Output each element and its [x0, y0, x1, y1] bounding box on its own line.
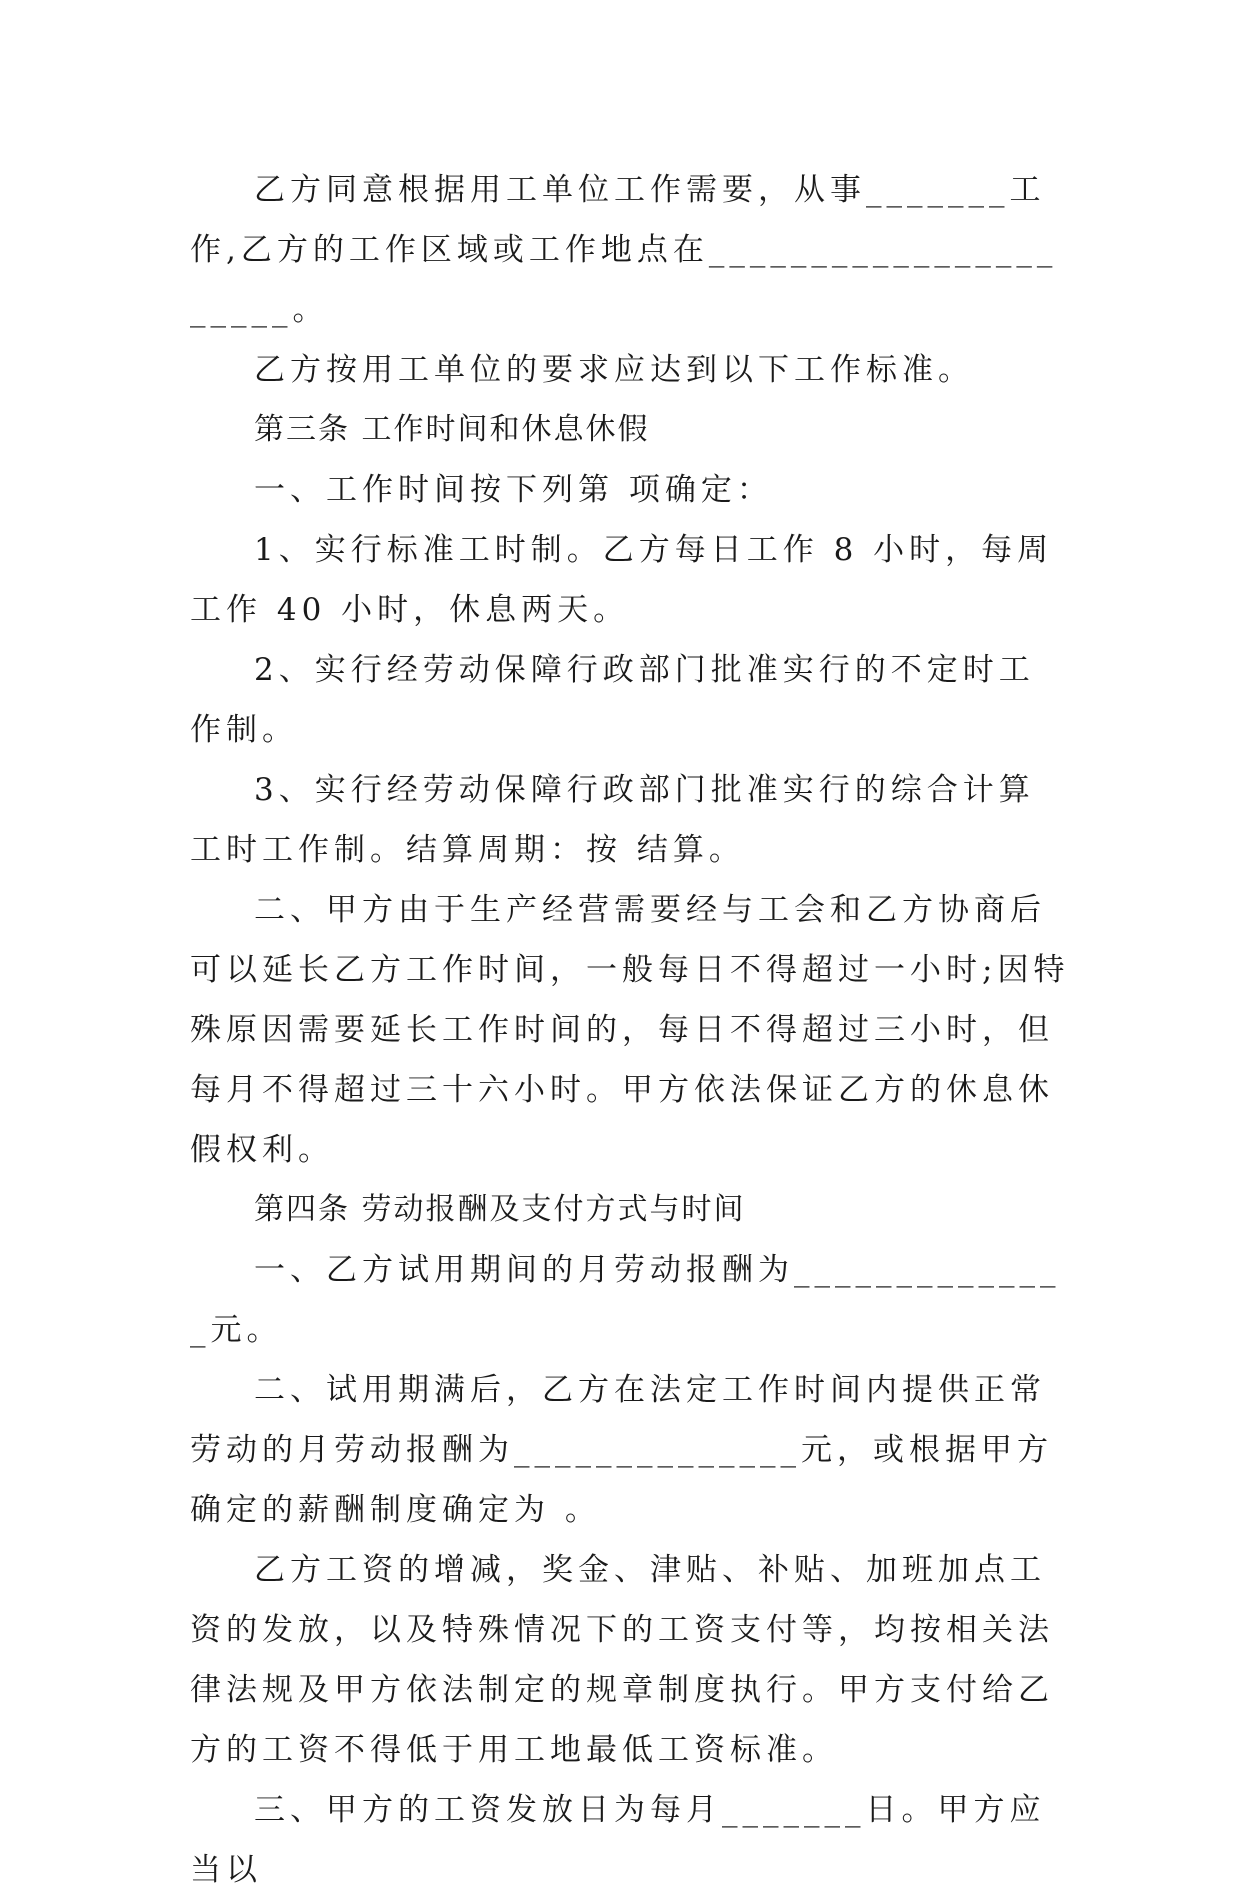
paragraph-payday: 三、甲方的工资发放日为每月_______日。甲方应当以	[190, 1792, 1046, 1888]
article-4-heading: 第四条 劳动报酬及支付方式与时间	[254, 1192, 746, 1227]
paragraph-work-standard: 乙方按用工单位的要求应达到以下工作标准。	[254, 352, 974, 388]
paragraph-regular-pay: 二、试用期满后，乙方在法定工作时间内提供正常劳动的月劳动报酬为______________元，或根据甲方确定的薪酬制度确定为 。	[190, 1372, 1053, 1528]
document-body	[190, 160, 1070, 1900]
paragraph-comprehensive-hours: 3、实行经劳动保障行政部门批准实行的综合计算工时工作制。结算周期：按 结算。	[190, 772, 1035, 868]
paragraph-probation-pay: 一、乙方试用期间的月劳动报酬为______________元。	[190, 1252, 1061, 1348]
paragraph-flexible-hours: 2、实行经劳动保障行政部门批准实行的不定时工作制。	[190, 652, 1035, 748]
paragraph-wage-adjustments: 乙方工资的增减，奖金、津贴、补贴、加班加点工资的发放，以及特殊情况下的工资支付等，均按相关法律法规及甲方依法制定的规章制度执行。甲方支付给乙方的工资不得低于用工地最低工资标准。	[190, 1552, 1054, 1768]
paragraph-overtime: 二、甲方由于生产经营需要经与工会和乙方协商后可以延长乙方工作时间，一般每日不得超过一小时;因特殊原因需要延长工作时间的，每日不得超过三小时，但每月不得超过三十六小时。甲方依法保证乙方的休息休假权利。	[190, 892, 1070, 1168]
paragraph-work-location: 乙方同意根据用工单位工作需要，从事_______工作,乙方的工作区域或工作地点在______________________。	[190, 172, 1058, 328]
paragraph-working-hours-option: 一、工作时间按下列第 项确定：	[254, 472, 773, 508]
article-3-heading: 第三条 工作时间和休息休假	[254, 412, 650, 447]
paragraph-standard-hours: 1、实行标准工时制。乙方每日工作 8 小时，每周工作 40 小时，休息两天。	[190, 532, 1054, 628]
